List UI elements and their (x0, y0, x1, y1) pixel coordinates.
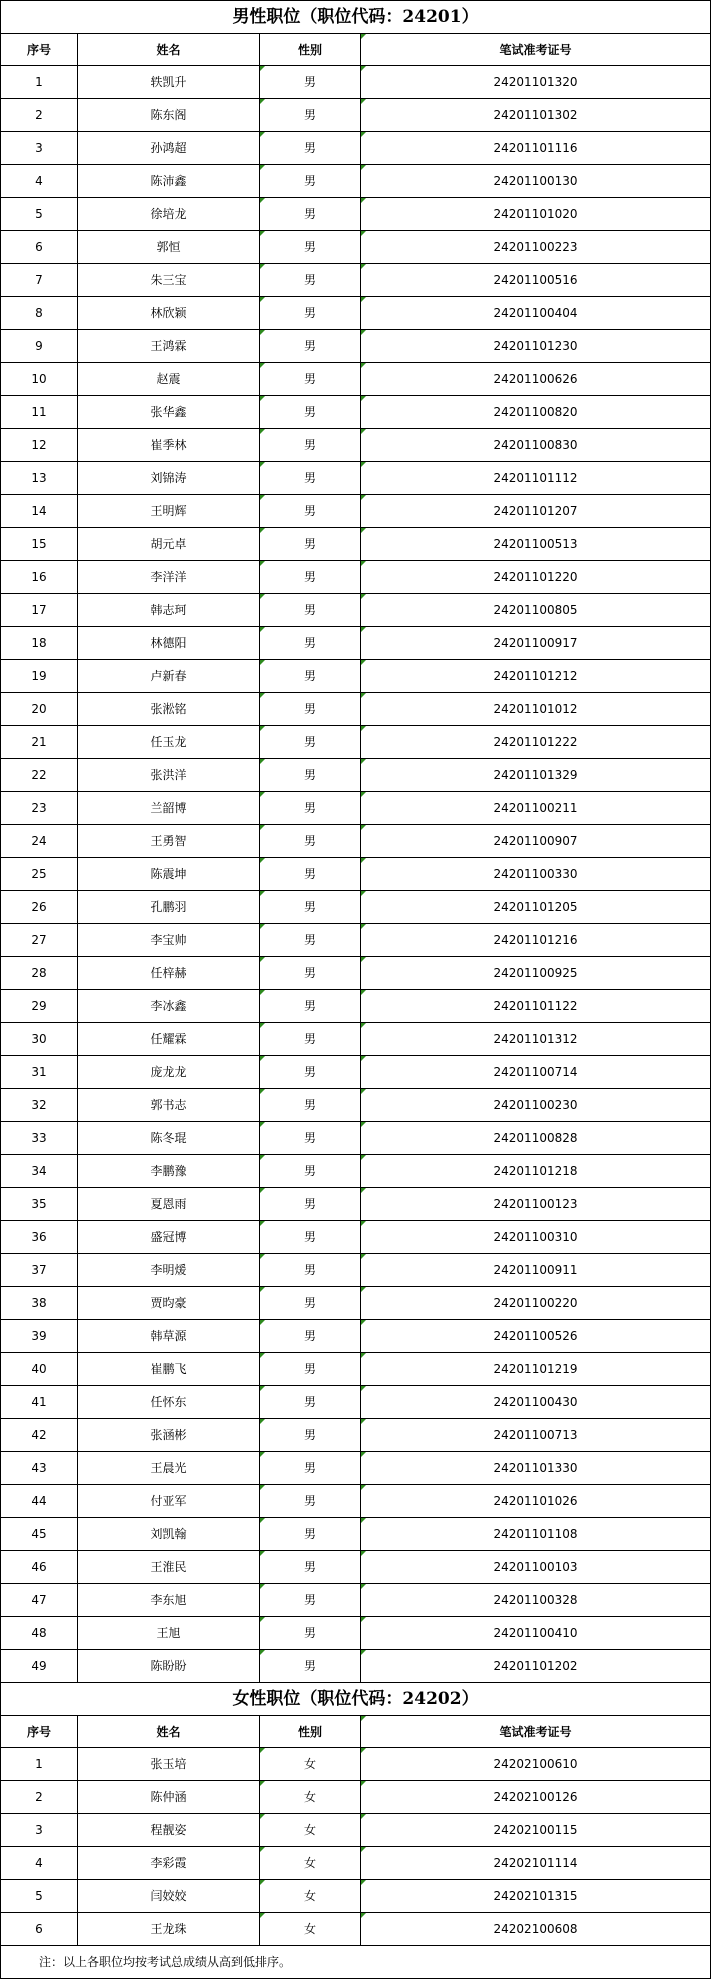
cell-name: 程靓姿 (78, 1814, 260, 1847)
cell-index: 1 (1, 66, 78, 99)
cell-index: 3 (1, 1814, 78, 1847)
cell-index: 5 (1, 1880, 78, 1913)
cell-index: 10 (1, 363, 78, 396)
cell-exam-number: 24201101122 (361, 990, 711, 1023)
cell-exam-number: 24201101230 (361, 330, 711, 363)
cell-exam-number: 24201100526 (361, 1320, 711, 1353)
cell-name: 赵震 (78, 363, 260, 396)
cell-gender: 男 (260, 165, 361, 198)
cell-name: 林德阳 (78, 627, 260, 660)
cell-name: 陈震坤 (78, 858, 260, 891)
cell-index: 49 (1, 1650, 78, 1683)
cell-exam-number: 24201100410 (361, 1617, 711, 1650)
header-exam-number: 笔试准考证号 (361, 34, 711, 66)
cell-exam-number: 24202101114 (361, 1847, 711, 1880)
cell-exam-number: 24201101329 (361, 759, 711, 792)
cell-gender: 男 (260, 528, 361, 561)
cell-exam-number: 24201100714 (361, 1056, 711, 1089)
cell-gender: 男 (260, 495, 361, 528)
table-row (1, 1485, 711, 1518)
cell-name: 李宝帅 (78, 924, 260, 957)
table-row (1, 165, 711, 198)
cell-exam-number: 24201100404 (361, 297, 711, 330)
cell-name: 李彩霞 (78, 1847, 260, 1880)
cell-exam-number: 24201100907 (361, 825, 711, 858)
table-row (1, 1089, 711, 1122)
header-row (1, 1716, 711, 1748)
cell-exam-number: 24201100911 (361, 1254, 711, 1287)
cell-name: 付亚军 (78, 1485, 260, 1518)
cell-index: 21 (1, 726, 78, 759)
table-row (1, 1452, 711, 1485)
cell-gender: 男 (260, 363, 361, 396)
cell-index: 32 (1, 1089, 78, 1122)
cell-gender: 女 (260, 1913, 361, 1946)
cell-index: 37 (1, 1254, 78, 1287)
cell-gender: 男 (260, 693, 361, 726)
cell-index: 28 (1, 957, 78, 990)
cell-exam-number: 24201100820 (361, 396, 711, 429)
cell-exam-number: 24201101320 (361, 66, 711, 99)
cell-name: 王明辉 (78, 495, 260, 528)
cell-index: 9 (1, 330, 78, 363)
cell-gender: 男 (260, 660, 361, 693)
cell-exam-number: 24201100713 (361, 1419, 711, 1452)
cell-index: 7 (1, 264, 78, 297)
cell-name: 李洋洋 (78, 561, 260, 594)
cell-exam-number: 24201100805 (361, 594, 711, 627)
cell-gender: 男 (260, 1650, 361, 1683)
cell-index: 27 (1, 924, 78, 957)
table-row (1, 1748, 711, 1781)
cell-name: 陈盼盼 (78, 1650, 260, 1683)
table-row (1, 1814, 711, 1847)
cell-gender: 男 (260, 1122, 361, 1155)
table-row (1, 594, 711, 627)
header-row (1, 34, 711, 66)
cell-exam-number: 24201100310 (361, 1221, 711, 1254)
table-row (1, 1584, 711, 1617)
cell-exam-number: 24201101116 (361, 132, 711, 165)
cell-name: 张淞铭 (78, 693, 260, 726)
cell-index: 35 (1, 1188, 78, 1221)
cell-index: 33 (1, 1122, 78, 1155)
cell-exam-number: 24201100917 (361, 627, 711, 660)
cell-name: 陈东阁 (78, 99, 260, 132)
table-row (1, 1386, 711, 1419)
cell-gender: 男 (260, 1353, 361, 1386)
cell-gender: 男 (260, 462, 361, 495)
table-row (1, 858, 711, 891)
cell-gender: 男 (260, 264, 361, 297)
cell-gender: 男 (260, 858, 361, 891)
cell-name: 陈冬琨 (78, 1122, 260, 1155)
cell-gender: 男 (260, 759, 361, 792)
cell-index: 44 (1, 1485, 78, 1518)
cell-exam-number: 24201100430 (361, 1386, 711, 1419)
cell-exam-number: 24201100103 (361, 1551, 711, 1584)
cell-name: 闫姣姣 (78, 1880, 260, 1913)
table-row (1, 99, 711, 132)
table-row (1, 1155, 711, 1188)
cell-name: 崔鹏飞 (78, 1353, 260, 1386)
table-row (1, 1913, 711, 1946)
cell-name: 任耀霖 (78, 1023, 260, 1056)
cell-exam-number: 24201100223 (361, 231, 711, 264)
cell-gender: 男 (260, 1023, 361, 1056)
table-row (1, 1847, 711, 1880)
cell-gender: 男 (260, 1485, 361, 1518)
cell-name: 郭恒 (78, 231, 260, 264)
cell-index: 15 (1, 528, 78, 561)
cell-exam-number: 24201101218 (361, 1155, 711, 1188)
table-row (1, 1221, 711, 1254)
table-row (1, 1880, 711, 1913)
cell-name: 王龙珠 (78, 1913, 260, 1946)
cell-name: 陈仲涵 (78, 1781, 260, 1814)
cell-gender: 男 (260, 231, 361, 264)
table-row (1, 561, 711, 594)
table-row (1, 132, 711, 165)
cell-index: 16 (1, 561, 78, 594)
section-title: 男性职位（职位代码：24201） (1, 1, 711, 34)
table-row (1, 759, 711, 792)
cell-name: 任梓赫 (78, 957, 260, 990)
cell-exam-number: 24202100610 (361, 1748, 711, 1781)
cell-exam-number: 24201101207 (361, 495, 711, 528)
cell-name: 徐培龙 (78, 198, 260, 231)
cell-gender: 男 (260, 297, 361, 330)
cell-name: 胡元卓 (78, 528, 260, 561)
cell-index: 2 (1, 1781, 78, 1814)
cell-gender: 男 (260, 1254, 361, 1287)
cell-gender: 男 (260, 594, 361, 627)
cell-name: 任玉龙 (78, 726, 260, 759)
table-row (1, 264, 711, 297)
cell-exam-number: 24201100830 (361, 429, 711, 462)
cell-name: 刘凯翰 (78, 1518, 260, 1551)
cell-name: 贾昀豪 (78, 1287, 260, 1320)
table-row (1, 1650, 711, 1683)
cell-exam-number: 24201100513 (361, 528, 711, 561)
cell-index: 45 (1, 1518, 78, 1551)
cell-exam-number: 24201100211 (361, 792, 711, 825)
table-row (1, 1781, 711, 1814)
cell-name: 张涵彬 (78, 1419, 260, 1452)
cell-gender: 男 (260, 792, 361, 825)
cell-gender: 女 (260, 1814, 361, 1847)
cell-gender: 女 (260, 1847, 361, 1880)
cell-gender: 男 (260, 396, 361, 429)
cell-index: 2 (1, 99, 78, 132)
cell-gender: 男 (260, 1287, 361, 1320)
cell-gender: 男 (260, 627, 361, 660)
cell-index: 31 (1, 1056, 78, 1089)
cell-index: 23 (1, 792, 78, 825)
cell-exam-number: 24201101222 (361, 726, 711, 759)
cell-name: 李冰鑫 (78, 990, 260, 1023)
cell-name: 王鸿霖 (78, 330, 260, 363)
cell-index: 48 (1, 1617, 78, 1650)
cell-gender: 男 (260, 957, 361, 990)
cell-index: 41 (1, 1386, 78, 1419)
cell-exam-number: 24202101315 (361, 1880, 711, 1913)
cell-index: 18 (1, 627, 78, 660)
table-row (1, 1320, 711, 1353)
cell-name: 刘锦涛 (78, 462, 260, 495)
cell-name: 轶凯升 (78, 66, 260, 99)
cell-index: 47 (1, 1584, 78, 1617)
cell-index: 39 (1, 1320, 78, 1353)
cell-name: 庞龙龙 (78, 1056, 260, 1089)
section-title-row-female (1, 1683, 711, 1716)
table-row (1, 660, 711, 693)
table-row (1, 825, 711, 858)
cell-gender: 男 (260, 1617, 361, 1650)
cell-exam-number: 24202100608 (361, 1913, 711, 1946)
cell-gender: 男 (260, 1089, 361, 1122)
cell-gender: 男 (260, 1155, 361, 1188)
table-body (1, 1, 711, 1979)
cell-exam-number: 24202100126 (361, 1781, 711, 1814)
cell-gender: 男 (260, 1584, 361, 1617)
cell-index: 13 (1, 462, 78, 495)
cell-exam-number: 24201100220 (361, 1287, 711, 1320)
table-row (1, 462, 711, 495)
cell-exam-number: 24201101219 (361, 1353, 711, 1386)
cell-name: 卢新春 (78, 660, 260, 693)
cell-index: 42 (1, 1419, 78, 1452)
cell-name: 朱三宝 (78, 264, 260, 297)
cell-name: 王勇智 (78, 825, 260, 858)
table-row (1, 198, 711, 231)
cell-index: 40 (1, 1353, 78, 1386)
cell-name: 陈沛鑫 (78, 165, 260, 198)
header-name: 姓名 (78, 1716, 260, 1748)
cell-index: 6 (1, 1913, 78, 1946)
cell-name: 王晨光 (78, 1452, 260, 1485)
table-row (1, 528, 711, 561)
cell-gender: 男 (260, 1320, 361, 1353)
cell-name: 孔鹏羽 (78, 891, 260, 924)
cell-exam-number: 24201101202 (361, 1650, 711, 1683)
table-row (1, 693, 711, 726)
table-row (1, 1518, 711, 1551)
table-row (1, 1551, 711, 1584)
note-row (1, 1946, 711, 1979)
table-row (1, 363, 711, 396)
table-row (1, 1023, 711, 1056)
cell-exam-number: 24202100115 (361, 1814, 711, 1847)
cell-gender: 男 (260, 66, 361, 99)
table-row (1, 1254, 711, 1287)
cell-name: 兰韶博 (78, 792, 260, 825)
table-row (1, 924, 711, 957)
section-title: 女性职位（职位代码：24202） (1, 1683, 711, 1716)
cell-exam-number: 24201100828 (361, 1122, 711, 1155)
header-gender: 性别 (260, 1716, 361, 1748)
cell-index: 17 (1, 594, 78, 627)
cell-exam-number: 24201101220 (361, 561, 711, 594)
table-row (1, 957, 711, 990)
cell-gender: 男 (260, 825, 361, 858)
cell-index: 26 (1, 891, 78, 924)
cell-index: 1 (1, 1748, 78, 1781)
cell-exam-number: 24201101020 (361, 198, 711, 231)
cell-index: 8 (1, 297, 78, 330)
cell-gender: 男 (260, 132, 361, 165)
cell-exam-number: 24201100123 (361, 1188, 711, 1221)
cell-exam-number: 24201101012 (361, 693, 711, 726)
cell-exam-number: 24201100230 (361, 1089, 711, 1122)
cell-index: 29 (1, 990, 78, 1023)
cell-name: 崔季林 (78, 429, 260, 462)
cell-exam-number: 24201100516 (361, 264, 711, 297)
cell-gender: 男 (260, 1419, 361, 1452)
cell-gender: 女 (260, 1880, 361, 1913)
cell-gender: 男 (260, 990, 361, 1023)
cell-index: 25 (1, 858, 78, 891)
table-row (1, 792, 711, 825)
cell-gender: 男 (260, 891, 361, 924)
table-row (1, 627, 711, 660)
header-name: 姓名 (78, 34, 260, 66)
cell-gender: 男 (260, 561, 361, 594)
cell-index: 46 (1, 1551, 78, 1584)
cell-exam-number: 24201100328 (361, 1584, 711, 1617)
table-row (1, 396, 711, 429)
table-row (1, 66, 711, 99)
cell-exam-number: 24201100626 (361, 363, 711, 396)
table-row (1, 429, 711, 462)
cell-exam-number: 24201100925 (361, 957, 711, 990)
cell-gender: 男 (260, 1056, 361, 1089)
cell-exam-number: 24201101216 (361, 924, 711, 957)
cell-name: 郭书志 (78, 1089, 260, 1122)
header-gender: 性别 (260, 34, 361, 66)
cell-name: 李东旭 (78, 1584, 260, 1617)
table-row (1, 990, 711, 1023)
cell-gender: 男 (260, 924, 361, 957)
cell-index: 14 (1, 495, 78, 528)
cell-exam-number: 24201101108 (361, 1518, 711, 1551)
table-row (1, 891, 711, 924)
cell-exam-number: 24201101302 (361, 99, 711, 132)
cell-exam-number: 24201101205 (361, 891, 711, 924)
cell-index: 4 (1, 165, 78, 198)
cell-exam-number: 24201101330 (361, 1452, 711, 1485)
cell-gender: 男 (260, 1452, 361, 1485)
cell-index: 38 (1, 1287, 78, 1320)
table-row (1, 330, 711, 363)
cell-gender: 男 (260, 726, 361, 759)
cell-gender: 男 (260, 330, 361, 363)
table-row (1, 1617, 711, 1650)
cell-index: 4 (1, 1847, 78, 1880)
cell-gender: 男 (260, 1551, 361, 1584)
cell-exam-number: 24201100130 (361, 165, 711, 198)
table-row (1, 1188, 711, 1221)
cell-name: 张洪洋 (78, 759, 260, 792)
cell-index: 20 (1, 693, 78, 726)
footnote: 注：以上各职位均按考试总成绩从高到低排序。 (1, 1946, 711, 1979)
cell-index: 12 (1, 429, 78, 462)
table-row (1, 1122, 711, 1155)
cell-name: 孙鸿超 (78, 132, 260, 165)
cell-exam-number: 24201101212 (361, 660, 711, 693)
header-index: 序号 (1, 1716, 78, 1748)
section-title-row-male (1, 1, 711, 34)
table-row (1, 1056, 711, 1089)
cell-name: 韩志珂 (78, 594, 260, 627)
cell-index: 43 (1, 1452, 78, 1485)
cell-gender: 男 (260, 1386, 361, 1419)
table-row (1, 1287, 711, 1320)
table-row (1, 297, 711, 330)
header-exam-number: 笔试准考证号 (361, 1716, 711, 1748)
cell-index: 30 (1, 1023, 78, 1056)
cell-exam-number: 24201101312 (361, 1023, 711, 1056)
cell-index: 24 (1, 825, 78, 858)
cell-name: 韩草源 (78, 1320, 260, 1353)
header-index: 序号 (1, 34, 78, 66)
cell-index: 36 (1, 1221, 78, 1254)
cell-name: 任怀东 (78, 1386, 260, 1419)
table-row (1, 231, 711, 264)
cell-gender: 女 (260, 1781, 361, 1814)
cell-gender: 男 (260, 99, 361, 132)
table-row (1, 1353, 711, 1386)
cell-gender: 男 (260, 1188, 361, 1221)
cell-gender: 男 (260, 198, 361, 231)
cell-name: 王旭 (78, 1617, 260, 1650)
cell-name: 李鹏豫 (78, 1155, 260, 1188)
cell-index: 19 (1, 660, 78, 693)
cell-gender: 男 (260, 429, 361, 462)
table-row (1, 495, 711, 528)
cell-index: 22 (1, 759, 78, 792)
cell-exam-number: 24201100330 (361, 858, 711, 891)
cell-index: 5 (1, 198, 78, 231)
cell-gender: 男 (260, 1518, 361, 1551)
table-row (1, 726, 711, 759)
cell-name: 李明煖 (78, 1254, 260, 1287)
cell-index: 34 (1, 1155, 78, 1188)
cell-name: 盛冠博 (78, 1221, 260, 1254)
cell-name: 张华鑫 (78, 396, 260, 429)
cell-gender: 男 (260, 1221, 361, 1254)
cell-index: 6 (1, 231, 78, 264)
cell-gender: 女 (260, 1748, 361, 1781)
cell-name: 林欣颖 (78, 297, 260, 330)
cell-name: 张玉培 (78, 1748, 260, 1781)
cell-exam-number: 24201101112 (361, 462, 711, 495)
cell-index: 3 (1, 132, 78, 165)
cell-exam-number: 24201101026 (361, 1485, 711, 1518)
cell-index: 11 (1, 396, 78, 429)
cell-name: 夏恩雨 (78, 1188, 260, 1221)
table-row (1, 1419, 711, 1452)
cell-name: 王淮民 (78, 1551, 260, 1584)
